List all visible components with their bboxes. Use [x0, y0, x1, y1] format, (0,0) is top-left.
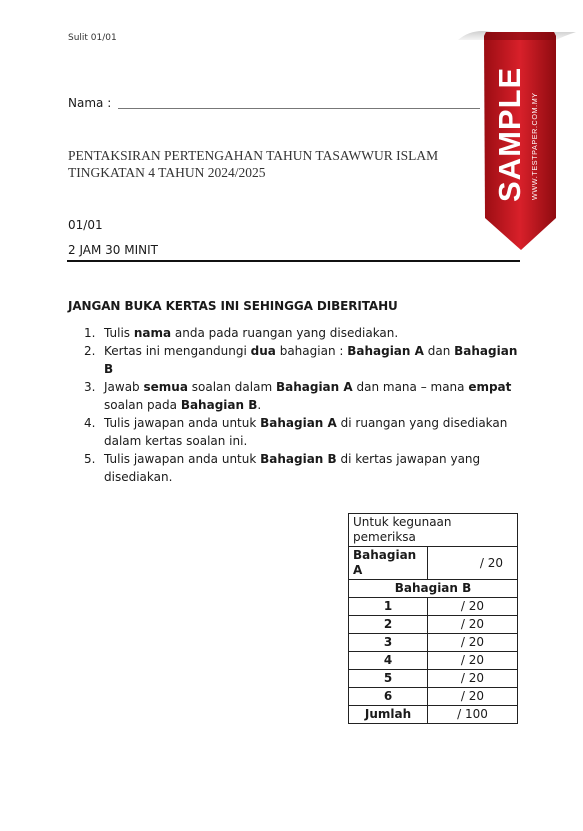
section-b-label: Bahagian B [349, 580, 518, 598]
instruction-emphasis: dua [250, 344, 276, 358]
instructions-heading: JANGAN BUKA KERTAS INI SEHINGGA DIBERITAHU [68, 299, 398, 313]
question-number: 5 [349, 670, 428, 688]
instruction-text: di ruangan yang disediakan dalam kertas soalan ini. [104, 416, 508, 448]
instruction-number: 3. [84, 380, 96, 394]
instruction-text: anda pada ruangan yang disediakan. [171, 326, 399, 340]
question-score: / 20 [428, 670, 518, 688]
question-number: 2 [349, 616, 428, 634]
question-score: / 20 [428, 652, 518, 670]
instruction-emphasis: Bahagian B [260, 452, 337, 466]
instruction-text: di kertas jawapan yang disediakan. [104, 452, 481, 484]
instruction-item [68, 342, 528, 378]
instruction-item [68, 378, 528, 414]
table-row [349, 634, 518, 652]
question-score: / 20 [428, 634, 518, 652]
question-number: 6 [349, 688, 428, 706]
question-score: / 20 [428, 598, 518, 616]
paper-code: 01/01 [68, 218, 103, 232]
exam-title-line1: PENTAKSIRAN PERTENGAHAN TAHUN TASAWWUR ISLAM [68, 148, 439, 163]
instruction-text: dan [423, 344, 455, 358]
instruction-text: soalan dalam [187, 380, 276, 394]
examiner-table-header: Untuk kegunaan pemeriksa [349, 514, 518, 547]
instruction-text: soalan pada [104, 398, 181, 412]
section-a-score: / 20 [428, 547, 518, 580]
instruction-emphasis: Bahagian A [260, 416, 337, 430]
instructions-list [68, 324, 528, 486]
question-number: 1 [349, 598, 428, 616]
instruction-emphasis: nama [133, 326, 172, 340]
instruction-emphasis: empat [468, 380, 512, 394]
section-a-label: Bahagian A [349, 547, 428, 580]
question-number: 4 [349, 652, 428, 670]
instruction-number: 4. [84, 416, 96, 430]
instruction-item [68, 450, 528, 486]
table-row [349, 670, 518, 688]
instruction-emphasis: Bahagian B [180, 398, 258, 412]
instruction-text: Kertas ini mengandungi [104, 344, 251, 358]
total-score: / 100 [428, 706, 518, 724]
instruction-number: 2. [84, 344, 96, 358]
watermark-site: WWW.TESTPAPER.COM.MY [530, 92, 539, 200]
exam-duration: 2 JAM 30 MINIT [68, 243, 158, 257]
instruction-text: bahagian : [275, 344, 348, 358]
instruction-emphasis: Bahagian A [275, 380, 353, 394]
instruction-item [68, 324, 528, 342]
question-score: / 20 [428, 616, 518, 634]
instruction-text: Tulis [104, 326, 134, 340]
instruction-item [68, 414, 528, 450]
instruction-number: 5. [84, 452, 96, 466]
sample-ribbon [452, 22, 580, 254]
instruction-text: dan mana – mana [352, 380, 469, 394]
instruction-emphasis: Bahagian B [104, 344, 518, 376]
table-row [349, 652, 518, 670]
table-row [349, 598, 518, 616]
question-score: / 20 [428, 688, 518, 706]
table-row [349, 688, 518, 706]
sample-text: SAMPLE [492, 66, 527, 202]
table-row [349, 616, 518, 634]
total-label: Jumlah [349, 706, 428, 724]
name-label: Nama : [68, 96, 112, 110]
exam-title-line2: TINGKATAN 4 TAHUN 2024/2025 [68, 165, 266, 180]
instruction-emphasis: Bahagian A [347, 344, 424, 358]
instruction-text: Jawab [104, 380, 144, 394]
instruction-number: 1. [84, 326, 96, 340]
header-divider [67, 260, 520, 262]
instruction-text: Tulis jawapan anda untuk [104, 416, 261, 430]
examiner-table [348, 513, 518, 724]
instruction-text: Tulis jawapan anda untuk [104, 452, 261, 466]
instruction-text: . [257, 398, 262, 412]
question-number: 3 [349, 634, 428, 652]
instruction-emphasis: semua [143, 380, 188, 394]
sulit-label: Sulit 01/01 [68, 33, 117, 43]
name-input-line[interactable] [118, 108, 480, 109]
